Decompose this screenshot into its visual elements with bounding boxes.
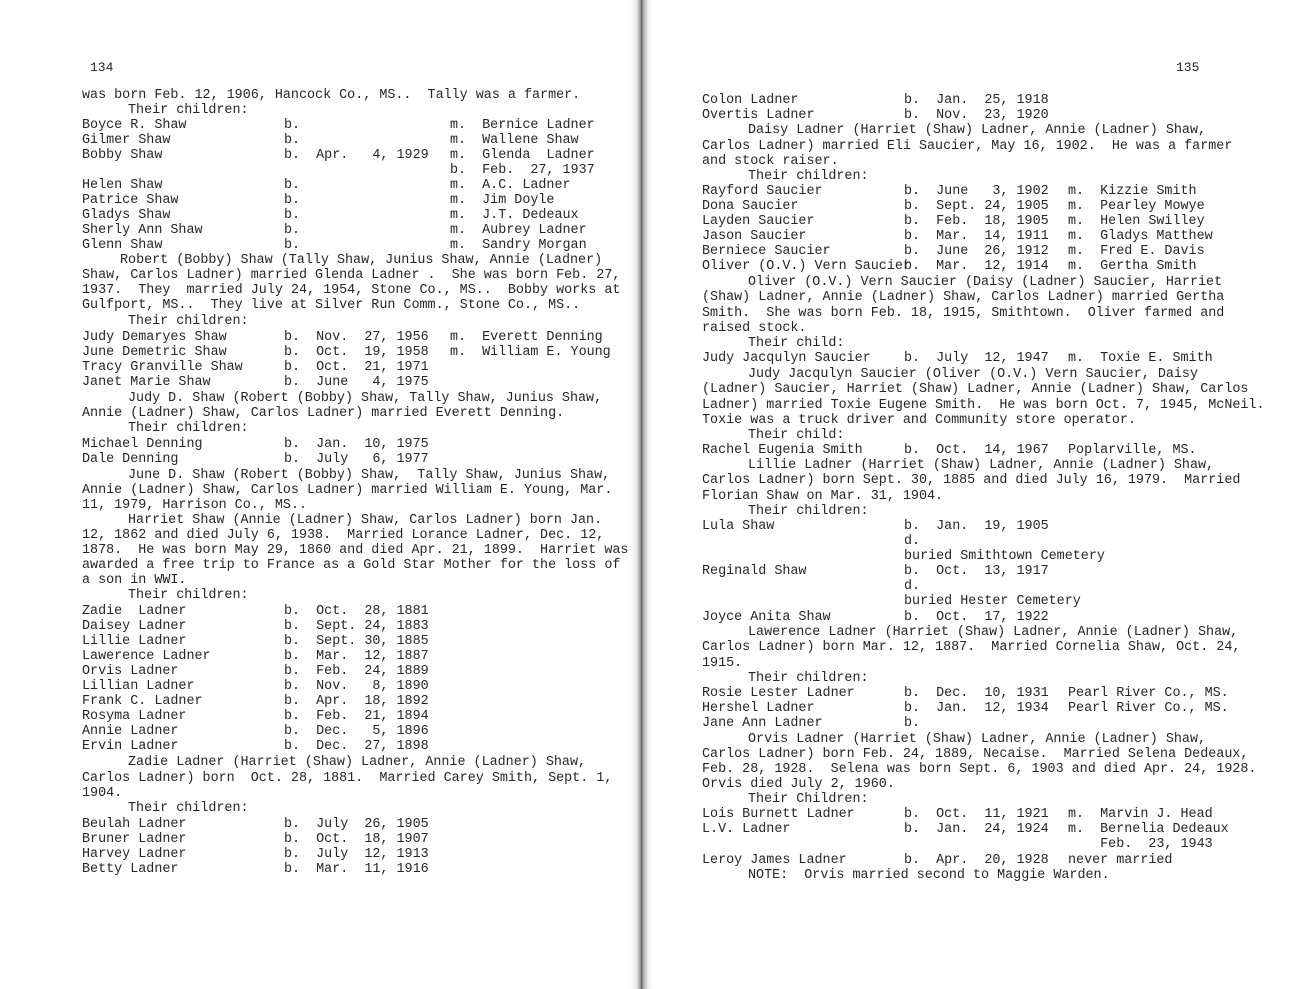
spouse: m. Gertha Smith	[1068, 259, 1197, 274]
birth-date: b. Dec. 27, 1898	[284, 739, 429, 754]
birth-date: b. Apr. 18, 1892	[284, 694, 429, 709]
child-name: Rachel Eugenia Smith	[702, 443, 863, 458]
child-name: Sherly Ann Shaw	[82, 223, 203, 238]
birth-date: b. Mar. 14, 1911	[904, 229, 1049, 244]
birth-date: b. July 6, 1977	[284, 452, 429, 467]
child-name: Beulah Ladner	[82, 817, 187, 832]
left-page	[0, 0, 630, 989]
child-name: Ervin Ladner	[82, 739, 179, 754]
birth-date: b. Oct. 11, 1921	[904, 807, 1049, 822]
birth-date: b. Oct. 14, 1967	[904, 443, 1049, 458]
right-page	[652, 0, 1292, 989]
child-name: Layden Saucier	[702, 214, 815, 229]
spouse: m. Pearley Mowye	[1068, 199, 1205, 214]
birth-date: b.	[284, 118, 301, 133]
child-name: Zadie Ladner	[82, 604, 187, 619]
child-name: Frank C. Ladner	[82, 694, 203, 709]
birth-date: b. Oct. 18, 1907	[284, 832, 429, 847]
page-number: 135	[1176, 60, 1200, 75]
child-name: Oliver (O.V.) Vern Saucier	[702, 259, 911, 274]
spouse: m. William E. Young	[450, 345, 611, 360]
paragraph-line: 1904.	[82, 786, 123, 801]
child-name: Rayford Saucier	[702, 184, 823, 199]
paragraph-line: Oliver (O.V.) Vern Saucier (Daisy (Ladner) Saucier, Harriet	[748, 275, 1223, 290]
child-name: L.V. Ladner	[702, 822, 791, 837]
paragraph-line: Judy D. Shaw (Robert (Bobby) Shaw, Tally Shaw, Junius Shaw,	[128, 391, 603, 406]
paragraph-line: Harriet Shaw (Annie (Ladner) Shaw, Carlos Ladner) born Jan.	[128, 513, 603, 528]
spouse: m. Fred E. Davis	[1068, 244, 1205, 259]
child-name: Hershel Ladner	[702, 701, 815, 716]
child-name: Tracy Granville Shaw	[82, 360, 243, 375]
section-heading: Their children:	[128, 314, 249, 329]
birth-date: b.	[284, 238, 301, 253]
birthplace: Poplarville, MS.	[1068, 443, 1197, 458]
paragraph-line: raised stock.	[702, 321, 807, 336]
birth-date: b. June 26, 1912	[904, 244, 1049, 259]
spouse: m. A.C. Ladner	[450, 178, 571, 193]
spouse: m. Marvin J. Head	[1068, 807, 1213, 822]
section-heading: Their child:	[748, 428, 845, 443]
birth-date: b. Jan. 24, 1924	[904, 822, 1049, 837]
birth-date: b. Nov. 23, 1920	[904, 108, 1049, 123]
paragraph-line: 11, 1979, Harrison Co., MS..	[82, 498, 307, 513]
child-name: Helen Shaw	[82, 178, 163, 193]
birth-date: b.	[284, 223, 301, 238]
child-name: Bruner Ladner	[82, 832, 187, 847]
spouse: m. Aubrey Ladner	[450, 223, 587, 238]
paragraph-line: Robert (Bobby) Shaw (Tally Shaw, Junius Shaw, Annie (Ladner)	[120, 253, 603, 268]
spouse: never married	[1068, 853, 1173, 868]
paragraph-line: Shaw, Carlos Ladner) married Glenda Ladner . She was born Feb. 27,	[82, 268, 621, 283]
paragraph-line: 1878. He was born May 29, 1860 and died Apr. 21, 1899. Harriet was	[82, 543, 629, 558]
child-name: Judy Jacqulyn Saucier	[702, 351, 871, 366]
birth-date: b. Oct. 21, 1971	[284, 360, 429, 375]
child-name: Michael Denning	[82, 437, 203, 452]
paragraph-line: Orvis died July 2, 1960.	[702, 777, 895, 792]
child-name: Annie Ladner	[82, 724, 179, 739]
spouse: m. J.T. Dedeaux	[450, 208, 579, 223]
child-name: June Demetric Shaw	[82, 345, 227, 360]
death-date: d.	[904, 534, 921, 549]
table-row	[0, 862, 429, 922]
spouse: m. Sandry Morgan	[450, 238, 587, 253]
section-heading: Their children:	[128, 103, 249, 118]
child-name: Dale Denning	[82, 452, 179, 467]
birthplace: Pearl River Co., MS.	[1068, 686, 1229, 701]
birth-date: b. Mar. 11, 1916	[284, 862, 429, 877]
paragraph-line: Judy Jacqulyn Saucier (Oliver (O.V.) Vern Saucier, Daisy	[748, 367, 1198, 382]
child-name: Jason Saucier	[702, 229, 807, 244]
child-name: Lillian Ladner	[82, 679, 195, 694]
child-name: Joyce Anita Shaw	[702, 610, 831, 625]
section-heading: Their children:	[128, 421, 249, 436]
spouse: m. Glenda Ladner	[450, 148, 595, 163]
birth-date: b. Oct. 13, 1917	[904, 564, 1049, 579]
paragraph-line: (Shaw) Ladner, Annie (Ladner) Shaw, Carlos Ladner) married Gertha	[702, 290, 1225, 305]
birth-date: b. July 12, 1913	[284, 847, 429, 862]
spouse: b. Feb. 27, 1937	[450, 163, 595, 178]
birth-date: b. Feb. 18, 1905	[904, 214, 1049, 229]
child-name: Glenn Shaw	[82, 238, 163, 253]
paragraph-line: Gulfport, MS.. They live at Silver Run Comm., Stone Co., MS..	[82, 298, 581, 313]
spouse: m. Jim Doyle	[450, 193, 555, 208]
birth-date: b. Sept. 30, 1885	[284, 634, 429, 649]
child-name: Orvis Ladner	[82, 664, 179, 679]
birth-date: b. Nov. 27, 1956	[284, 330, 429, 345]
spouse: m. Bernice Ladner	[450, 118, 595, 133]
paragraph-line: Carlos Ladner) married Eli Saucier, May 16, 1902. He was a farmer	[702, 139, 1233, 154]
birth-date: b. Oct. 17, 1922	[904, 610, 1049, 625]
paragraph-line: Orvis Ladner (Harriet (Shaw) Ladner, Annie (Ladner) Shaw,	[748, 732, 1207, 747]
section-heading: Their children:	[748, 169, 869, 184]
birthplace: Pearl River Co., MS.	[1068, 701, 1229, 716]
section-heading: Their children:	[128, 801, 249, 816]
paragraph-line: Feb. 28, 1928. Selena was born Sept. 6, 1903 and died Apr. 24, 1928.	[702, 762, 1257, 777]
birth-date: b. Feb. 21, 1894	[284, 709, 429, 724]
birth-date: b. Dec. 5, 1896	[284, 724, 429, 739]
birth-date: b.	[284, 193, 301, 208]
child-name: Gladys Shaw	[82, 208, 171, 223]
birth-date: b. Nov. 8, 1890	[284, 679, 429, 694]
paragraph-line: Lawerence Ladner (Harriet (Shaw) Ladner, Annie (Ladner) Shaw,	[748, 625, 1239, 640]
paragraph-line: and stock raiser.	[702, 154, 839, 169]
paragraph-line: (Ladner) Saucier, Harriet (Shaw) Ladner, Annie (Ladner) Shaw, Carlos	[702, 382, 1249, 397]
burial-place: buried Hester Cemetery	[904, 594, 1081, 609]
paragraph-line: Carlos Ladner) born Mar. 12, 1887. Married Cornelia Shaw, Oct. 24,	[702, 640, 1241, 655]
birth-date: b. Jan. 12, 1934	[904, 701, 1049, 716]
child-name: Rosyma Ladner	[82, 709, 187, 724]
birth-date: b. Sept. 24, 1883	[284, 619, 429, 634]
section-heading: Their children:	[748, 504, 869, 519]
paragraph-line: Annie (Ladner) Shaw, Carlos Ladner) married Everett Denning.	[82, 406, 565, 421]
section-heading: Their children:	[128, 588, 249, 603]
spouse: m. Everett Denning	[450, 330, 603, 345]
book-spine	[630, 0, 652, 989]
child-name: Jane Ann Ladner	[702, 716, 823, 731]
paragraph-line: Lillie Ladner (Harriet (Shaw) Ladner, Annie (Ladner) Shaw,	[748, 458, 1215, 473]
death-date: d.	[904, 579, 921, 594]
birth-date: b. June 4, 1975	[284, 375, 429, 390]
paragraph-line: Smith. She was born Feb. 18, 1915, Smithtown. Oliver farmed and	[702, 306, 1225, 321]
birth-date: b. July 26, 1905	[284, 817, 429, 832]
paragraph-line: Annie (Ladner) Shaw, Carlos Ladner) married William E. Young, Mar.	[82, 483, 613, 498]
child-name: Patrice Shaw	[82, 193, 179, 208]
child-name: Boyce R. Shaw	[82, 118, 187, 133]
marriage-date: Feb. 23, 1943	[1068, 837, 1213, 852]
paragraph-line: Zadie Ladner (Harriet (Shaw) Ladner, Annie (Ladner) Shaw,	[128, 755, 587, 770]
paragraph-line: was born Feb. 12, 1906, Hancock Co., MS.. Tally was a farmer.	[82, 88, 581, 103]
birth-date: b.	[284, 208, 301, 223]
birth-date: b. Oct. 28, 1881	[284, 604, 429, 619]
spouse: m. Toxie E. Smith	[1068, 351, 1213, 366]
child-name: Colon Ladner	[702, 93, 799, 108]
paragraph-line: Ladner) married Toxie Eugene Smith. He was born Oct. 7, 1945, McNeil.	[702, 398, 1265, 413]
birth-date: b. Apr. 4, 1929	[284, 148, 429, 163]
child-name: Janet Marie Shaw	[82, 375, 211, 390]
paragraph-line: June D. Shaw (Robert (Bobby) Shaw, Tally Shaw, Junius Shaw,	[128, 468, 611, 483]
child-name: Dona Saucier	[702, 199, 799, 214]
child-name: Lillie Ladner	[82, 634, 187, 649]
spouse: m. Helen Swilley	[1068, 214, 1205, 229]
child-name: Bobby Shaw	[82, 148, 163, 163]
paragraph-line: 12, 1862 and died July 6, 1938. Married Lorance Ladner, Dec. 12,	[82, 528, 605, 543]
paragraph-line: Carlos Ladner) born Feb. 24, 1889, Necaise. Married Selena Dedeaux,	[702, 747, 1249, 762]
section-heading: Their children:	[748, 671, 869, 686]
birth-date: b. Oct. 19, 1958	[284, 345, 429, 360]
child-name: Judy Demaryes Shaw	[82, 330, 227, 345]
section-heading: Their child:	[748, 336, 845, 351]
paragraph-line: Florian Shaw on Mar. 31, 1904.	[702, 489, 944, 504]
child-name: Berniece Saucier	[702, 244, 831, 259]
child-name: Betty Ladner	[82, 862, 179, 877]
birth-date: b.	[904, 716, 921, 731]
birth-date: b. June 3, 1902	[904, 184, 1049, 199]
footnote: NOTE: Orvis married second to Maggie Warden.	[748, 868, 1110, 883]
birth-date: b. Sept. 24, 1905	[904, 199, 1049, 214]
spouse: m. Wallene Shaw	[450, 133, 579, 148]
birth-date: b. Mar. 12, 1914	[904, 259, 1049, 274]
child-name: Overtis Ladner	[702, 108, 815, 123]
child-name: Reginald Shaw	[702, 564, 807, 579]
section-heading: Their Children:	[748, 792, 869, 807]
birth-date: b. Dec. 10, 1931	[904, 686, 1049, 701]
child-name: Daisey Ladner	[82, 619, 187, 634]
child-name: Harvey Ladner	[82, 847, 187, 862]
burial-place: buried Smithtown Cemetery	[904, 549, 1105, 564]
paragraph-line: Carlos Ladner) born Oct. 28, 1881. Married Carey Smith, Sept. 1,	[82, 771, 613, 786]
child-name: Lula Shaw	[702, 519, 775, 534]
birth-date: b. Feb. 24, 1889	[284, 664, 429, 679]
child-name: Lois Burnett Ladner	[702, 807, 855, 822]
birth-date: b. July 12, 1947	[904, 351, 1049, 366]
paragraph-line: Toxie was a truck driver and Community store operator.	[702, 413, 1136, 428]
paragraph-line: a son in WWI.	[82, 573, 187, 588]
spouse: m. Gladys Matthew	[1068, 229, 1213, 244]
paragraph-line: Daisy Ladner (Harriet (Shaw) Ladner, Annie (Ladner) Shaw,	[748, 123, 1207, 138]
birth-date: b.	[284, 133, 301, 148]
spouse: m. Bernelia Dedeaux	[1068, 822, 1229, 837]
child-name: Lawerence Ladner	[82, 649, 211, 664]
birth-date: b. Jan. 10, 1975	[284, 437, 429, 452]
paragraph-line: 1915.	[702, 656, 743, 671]
birth-date: b. Apr. 20, 1928	[904, 853, 1049, 868]
paragraph-line: 1937. They married July 24, 1954, Stone Co., MS.. Bobby works at	[82, 283, 621, 298]
paragraph-line: awarded a free trip to France as a Gold Star Mother for the loss of	[82, 558, 621, 573]
birth-date: b. Jan. 25, 1918	[904, 93, 1049, 108]
spouse: m. Kizzie Smith	[1068, 184, 1197, 199]
child-name: Rosie Lester Ladner	[702, 686, 855, 701]
birth-date: b. Jan. 19, 1905	[904, 519, 1049, 534]
child-name: Gilmer Shaw	[82, 133, 171, 148]
birth-date: b.	[284, 178, 301, 193]
child-name: Leroy James Ladner	[702, 853, 847, 868]
paragraph-line: Carlos Ladner) born Sept. 30, 1885 and died July 16, 1979. Married	[702, 473, 1241, 488]
page-number: 134	[90, 60, 114, 75]
birth-date: b. Mar. 12, 1887	[284, 649, 429, 664]
